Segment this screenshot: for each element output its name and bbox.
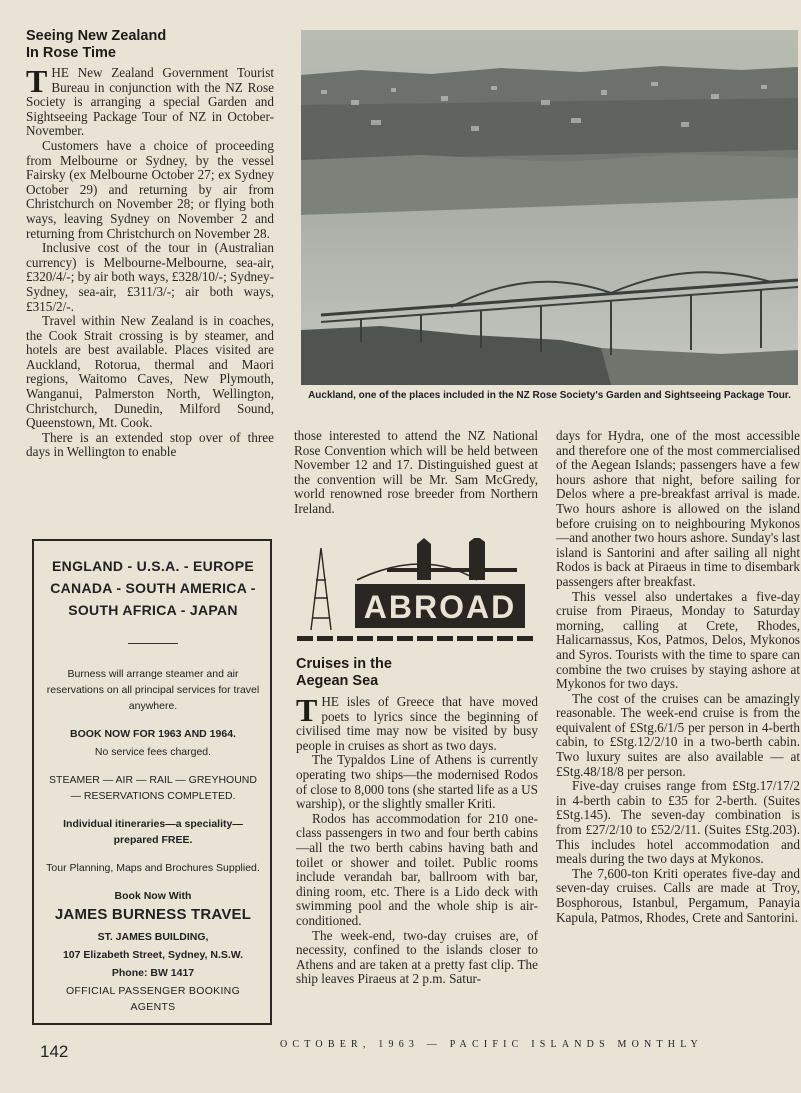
ad-planning: Tour Planning, Maps and Brochures Supplied.	[46, 862, 260, 874]
paragraph: Inclusive cost of the tour in (Australian currency) is Melbourne-Melbourne, sea-air, £320/4/-; by air both ways, £328/10/-; Sydney-Sydney, sea-air, £311/3/-; air both ways, £315/2/-.	[26, 240, 274, 314]
ad-destinations-2: CANADA - SOUTH AMERICA -	[50, 580, 256, 596]
paragraph: Five-day cruises range from £Stg.17/17/2 in 4-berth cabin to £35 for 2-berth. (Suites £Stg.145). The seven-day combination is from £27/2/10 to £52/2/11. (Suites £Stg.203). This includes hotel accommodation and meals during the two days at Mykonos.	[556, 778, 800, 867]
paragraph: THE New Zealand Government Tourist Bureau in conjunction with the NZ Rose Society is arranging a special Garden and Sightseeing Package Tour of NZ in October-November.	[26, 63, 274, 139]
drop-cap: T	[26, 63, 48, 99]
ad-building: ST. JAMES BUILDING,	[97, 931, 209, 943]
paragraph: There is an extended stop over of three days in Wellington to enable	[26, 429, 274, 460]
article-heading: Cruises in the Aegean Sea	[296, 656, 392, 689]
cruise-article	[296, 656, 538, 987]
ad-destinations-3: SOUTH AFRICA - JAPAN	[68, 602, 238, 618]
paragraph: The Typaldos Line of Athens is currently operating two ships—the modernised Rodos of close to 8,000 tons (she started life as a US warship), or the slightly smaller Kriti.	[296, 752, 538, 812]
paragraph: This vessel also undertakes a five-day cruise from Piraeus, Monday to Saturday morning, calling at Crete, Rhodes, Halicarnassus, Kos, Patmos, Delos, Mykonos and Syros. Tourists with the time to spare can combine the two cruises by staying ashore at Mykonos for two days.	[556, 588, 800, 692]
rose-article-continued	[294, 429, 538, 517]
ad-book-with: Book Now With	[114, 890, 192, 902]
ad-agents: OFFICIAL PASSENGER BOOKING AGENTS	[65, 985, 241, 1013]
ad-services: STEAMER — AIR — RAIL — GREYHOUND — RESERVATIONS COMPLETED.	[49, 774, 257, 802]
ad-phone: Phone: BW 1417	[111, 967, 195, 979]
paragraph: days for Hydra, one of the most accessible and therefore one of the most commercialised of the Aegean Islands; passengers have a few hours ashore that night, before sailing for Delos where a pre-breakfast arrival is made. Two hours ashore is allowed on the island before cruising on to neighbouring Mykonos—and another two hours ashore. Sunday's last island is Santorini and after sailing all night Rodos is back at Piraeus in time to disembark passengers after breakfast.	[556, 428, 800, 589]
paragraph: Rodos has accommodation for 210 one-class passengers in two and four berth cabins—all the two berth cabins having bath and toilet or shower and toilet. Public rooms include verandah bar, ballroom with bar, dining room, etc. There is a Lido deck with swimming pool and the whole ship is air-conditioned.	[296, 810, 538, 928]
paragraph: The cost of the cruises can be amazingly reasonable. The week-end cruise is from the equivalent of £Stg.6/1/5 per person in 4-berth cabin, to £Stg.12/2/10 in a two-berth cabin. Two luxury suites are also available — at £Stg.48/18/8 per person.	[556, 690, 800, 779]
travel-advertisement	[32, 539, 272, 1025]
ad-no-fees: No service fees charged.	[94, 746, 212, 758]
photo-caption: Auckland, one of the places included in the NZ Rose Society's Garden and Sightseeing Package Tour.	[308, 390, 791, 401]
rose-article	[26, 28, 274, 460]
cruise-article-continued	[556, 429, 800, 925]
ad-destinations-1: ENGLAND - U.S.A. - EUROPE	[52, 558, 254, 574]
paragraph: THE isles of Greece that have moved poets to lyrics since the beginning of civilised time may now be visited by busy people in cruises as short as two days.	[296, 692, 538, 753]
paragraph: The week-end, two-day cruises are, of necessity, confined to the islands closer to Athens and are taken at a pretty fast clip. The ship leaves Piraeus at 2 p.m. Satur-	[296, 927, 538, 987]
ad-address: 107 Elizabeth Street, Sydney, N.S.W.	[62, 949, 244, 961]
ad-intro: Burness will arrange steamer and air reservations on all principal services for travel anywhere.	[46, 668, 260, 712]
abroad-section-logo	[297, 538, 535, 642]
ad-itineraries: Individual itineraries—a speciality—prepared FREE.	[63, 818, 243, 846]
paragraph: Travel within New Zealand is in coaches, the Cook Strait crossing is by steamer, and hotels are best available. Places visited are Auckland, Rotorua, thermal and Maori regions, Waitomo Caves, New Plymouth, Wanganui, Palmerston North, Wellington, Christchurch, Dunedin, Milford Sound, Queenstown, Mt. Cook.	[26, 313, 274, 431]
ad-divider	[128, 643, 178, 644]
article-body	[296, 692, 538, 987]
paragraph: Customers have a choice of proceeding from Melbourne or Sydney, by the vessel Fairsky (ex Melbourne October 27; ex Sydney October 29) and returning by air from Christchurch on November 28; or flying both ways, leaving Sydney on November 2 and returning from Christchurch on November 28.	[26, 137, 274, 241]
abroad-landmarks-illustration	[297, 538, 535, 642]
auckland-harbour-bridge-image	[301, 30, 798, 385]
drop-cap: T	[296, 692, 318, 728]
abroad-logo-text: ABROAD	[363, 589, 517, 625]
ad-book-now: BOOK NOW FOR 1963 AND 1964.	[70, 728, 236, 740]
article-heading: Seeing New Zealand In Rose Time	[26, 28, 167, 61]
article-body	[26, 63, 274, 460]
paragraph: The 7,600-ton Kriti operates five-day and seven-day cruises. Calls are made at Troy, Bosphorous, Istanbul, Pergamum, Panayia Kapula, Patmos, Rhodes, Crete and Santorini.	[556, 865, 800, 925]
ad-company-name: JAMES BURNESS TRAVEL	[54, 906, 252, 923]
paragraph: those interested to attend the NZ National Rose Convention which will be held between November 12 and 17. Distinguished guest at the convention will be Mr. Sam McGredy, world renowned rose breeder from Northern Ireland.	[294, 428, 538, 516]
running-footer: OCTOBER, 1963 — PACIFIC ISLANDS MONTHLY	[280, 1039, 703, 1050]
page-number: 142	[40, 1042, 69, 1061]
auckland-photo	[301, 30, 798, 385]
